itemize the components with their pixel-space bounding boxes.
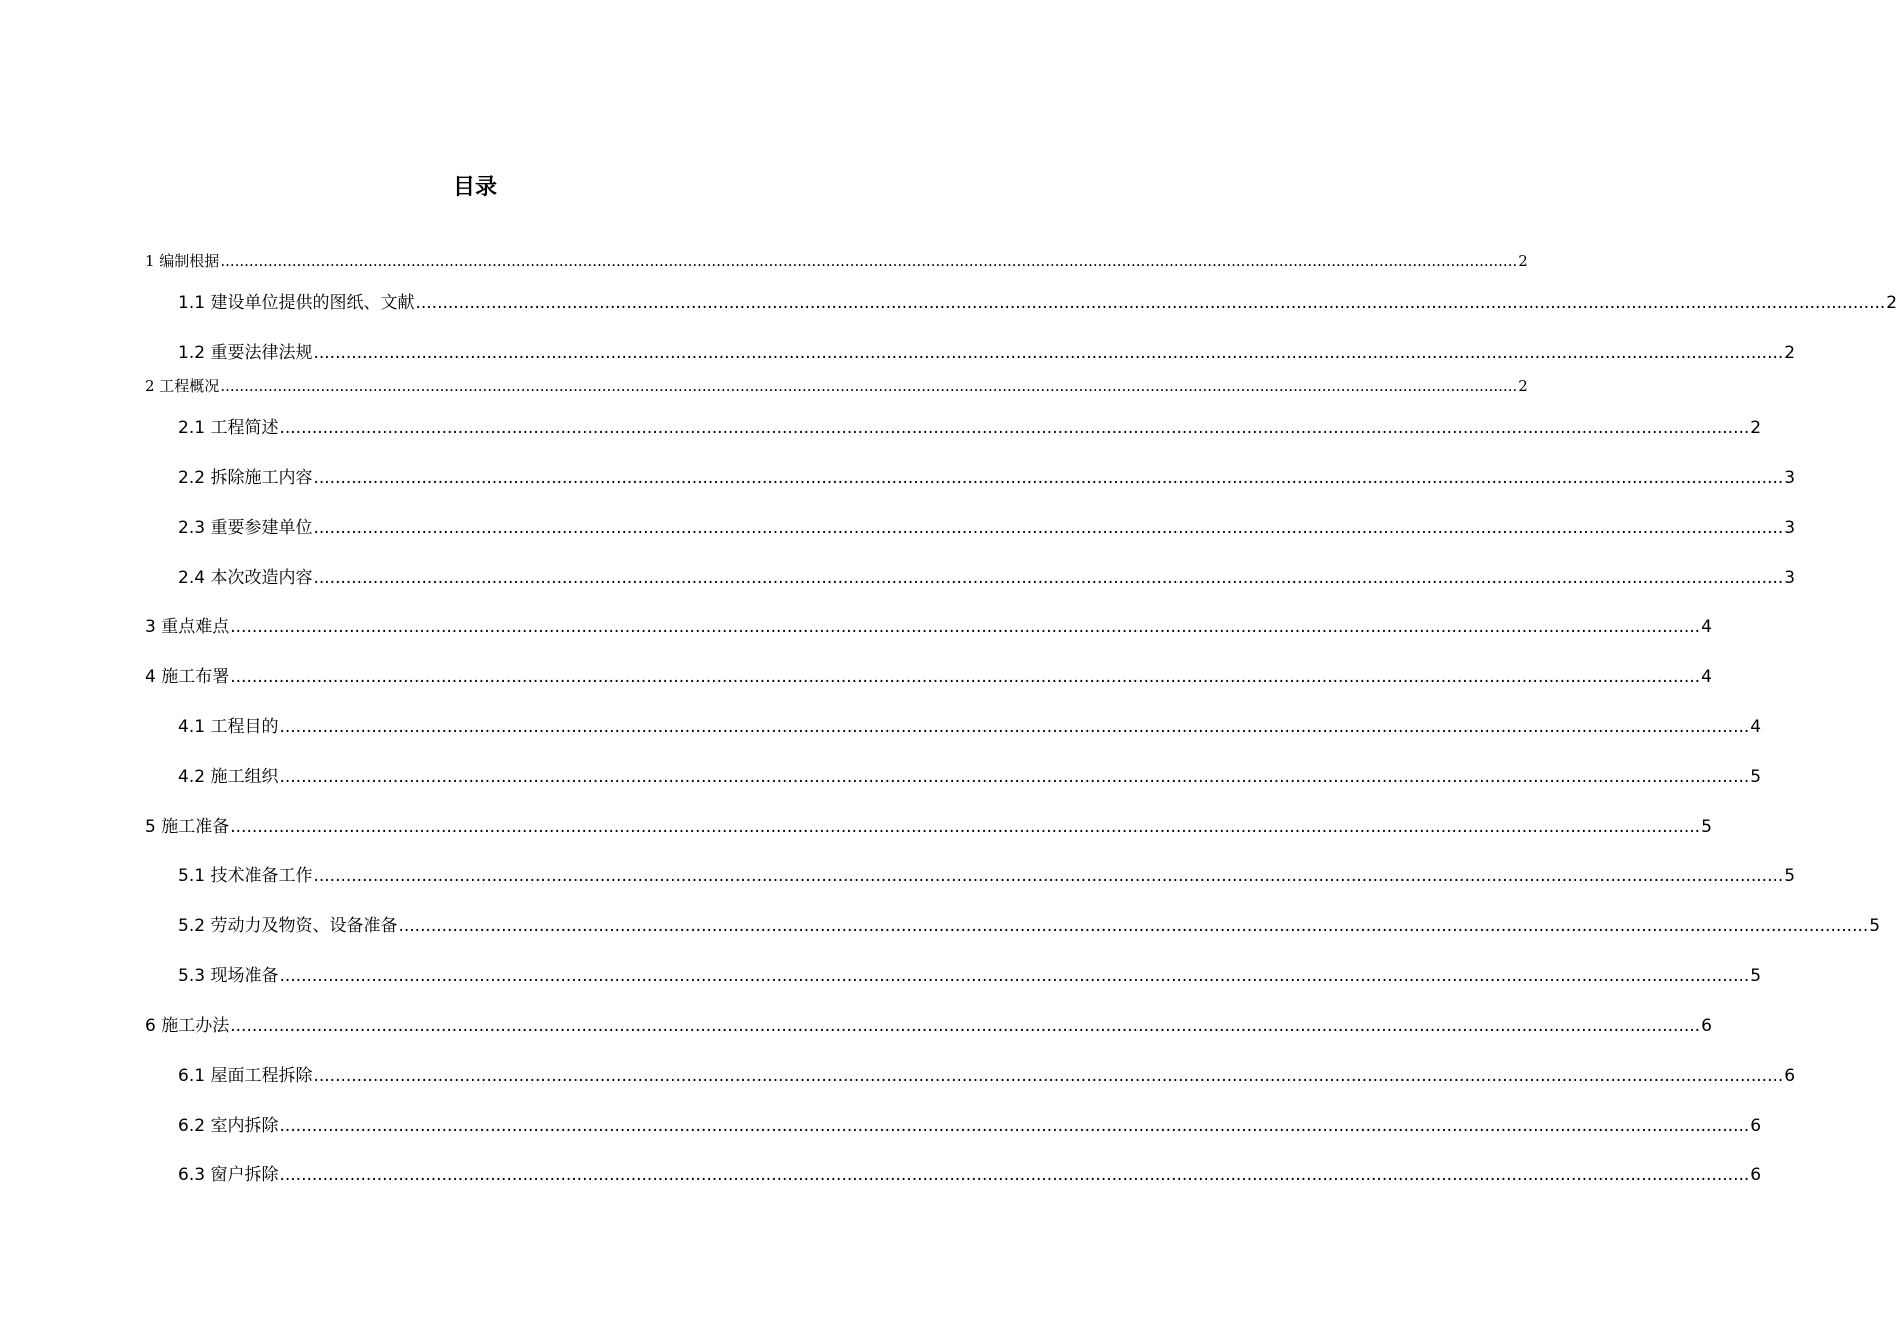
toc-entry-label: 6.1 屋面工程拆除 <box>178 1066 313 1086</box>
dot-leader: ................................................................................................................................................................................................................................................................................ <box>313 343 1784 363</box>
toc-entry[interactable] <box>145 250 1528 271</box>
toc-entry[interactable] <box>178 513 1796 538</box>
dot-leader: ................................................................................................................................................................................................................................................................................ <box>313 1066 1784 1086</box>
toc-entry[interactable] <box>178 712 1762 737</box>
toc-entry[interactable] <box>178 762 1762 787</box>
dot-leader: ................................................................................................................................................................................................................................................................................ <box>279 418 1750 438</box>
toc-entry-label: 2.4 本次改造内容 <box>178 568 313 588</box>
toc-entry-label: 2.2 拆除施工内容 <box>178 468 313 488</box>
toc-entry-label: 6 施工办法 <box>145 1016 230 1036</box>
toc-entry-page: 4 <box>1701 617 1712 637</box>
toc-entry[interactable] <box>178 1061 1796 1086</box>
dot-leader: ................................................................................................................................................................................................................................................................................ <box>230 1016 1701 1036</box>
toc-entry[interactable] <box>178 338 1796 363</box>
toc-entry[interactable] <box>145 375 1528 396</box>
toc-entry-page: 5 <box>1701 817 1712 837</box>
toc-entry-label: 1.2 重要法律法规 <box>178 343 313 363</box>
dot-leader: ................................................................................................................................................................................................................................................................................ <box>279 1165 1750 1185</box>
toc-entry-label: 2 工程概况 <box>145 377 220 395</box>
toc-entry-page: 2 <box>1518 252 1528 270</box>
toc-entry[interactable] <box>145 1011 1712 1036</box>
toc-entry-page: 2 <box>1784 343 1796 363</box>
dot-leader: ................................................................................................................................................................................................................................................................................ <box>220 377 1518 395</box>
toc-entry-page: 4 <box>1701 667 1712 687</box>
toc-title: 目录 <box>452 175 497 200</box>
toc-entry[interactable] <box>145 612 1712 637</box>
dot-leader: ................................................................................................................................................................................................................................................................................ <box>279 966 1750 986</box>
toc-entry-label: 1 编制根据 <box>145 252 220 270</box>
toc-entry-page: 5 <box>1784 866 1796 886</box>
dot-leader: ................................................................................................................................................................................................................................................................................ <box>279 767 1750 787</box>
toc-entry-page: 3 <box>1784 568 1796 588</box>
toc-entry-page: 5 <box>1750 767 1762 787</box>
toc-entry-label: 5.1 技术准备工作 <box>178 866 313 886</box>
dot-leader: ................................................................................................................................................................................................................................................................................ <box>415 293 1886 313</box>
toc-entry-page: 6 <box>1750 1116 1762 1136</box>
toc-entry-page: 4 <box>1750 717 1762 737</box>
toc-entry-page: 3 <box>1784 518 1796 538</box>
toc-entry-page: 2 <box>1886 293 1897 313</box>
toc-entry-label: 4 施工布署 <box>145 667 230 687</box>
dot-leader: ................................................................................................................................................................................................................................................................................ <box>279 1116 1750 1136</box>
dot-leader: ................................................................................................................................................................................................................................................................................ <box>313 468 1784 488</box>
dot-leader: ................................................................................................................................................................................................................................................................................ <box>230 667 1701 687</box>
dot-leader: ................................................................................................................................................................................................................................................................................ <box>313 568 1784 588</box>
toc-entry[interactable] <box>178 911 1881 936</box>
dot-leader: ................................................................................................................................................................................................................................................................................ <box>398 916 1869 936</box>
toc-entry[interactable] <box>178 288 1897 313</box>
toc-entry-label: 6.3 窗户拆除 <box>178 1165 279 1185</box>
toc-entry[interactable] <box>178 1111 1762 1136</box>
dot-leader: ................................................................................................................................................................................................................................................................................ <box>230 617 1701 637</box>
toc-entry[interactable] <box>178 413 1762 438</box>
toc-entry-label: 2.3 重要参建单位 <box>178 518 313 538</box>
dot-leader: ................................................................................................................................................................................................................................................................................ <box>313 866 1784 886</box>
toc-entry-label: 2.1 工程简述 <box>178 418 279 438</box>
toc-entry-label: 5.2 劳动力及物资、设备准备 <box>178 916 398 936</box>
toc-entry-page: 6 <box>1784 1066 1796 1086</box>
toc-entry[interactable] <box>178 563 1796 588</box>
toc-entry-label: 4.1 工程目的 <box>178 717 279 737</box>
toc-entry[interactable] <box>178 1160 1762 1185</box>
dot-leader: ................................................................................................................................................................................................................................................................................ <box>220 252 1518 270</box>
toc-entry-page: 5 <box>1750 966 1762 986</box>
toc-entry-label: 3 重点难点 <box>145 617 230 637</box>
toc-entry-label: 5 施工准备 <box>145 817 230 837</box>
toc-entry-page: 6 <box>1701 1016 1712 1036</box>
toc-entry-label: 5.3 现场准备 <box>178 966 279 986</box>
toc-entry[interactable] <box>145 662 1712 687</box>
dot-leader: ................................................................................................................................................................................................................................................................................ <box>279 717 1750 737</box>
toc-entry[interactable] <box>178 961 1762 986</box>
toc-entry-page: 5 <box>1869 916 1881 936</box>
dot-leader: ................................................................................................................................................................................................................................................................................ <box>313 518 1784 538</box>
toc-entry-page: 3 <box>1784 468 1796 488</box>
toc-entry-label: 1.1 建设单位提供的图纸、文献 <box>178 293 415 313</box>
toc-entry-label: 6.2 室内拆除 <box>178 1116 279 1136</box>
toc-entry[interactable] <box>145 812 1712 837</box>
toc-entry-page: 6 <box>1750 1165 1762 1185</box>
toc-entry[interactable] <box>178 463 1796 488</box>
toc-entry-label: 4.2 施工组织 <box>178 767 279 787</box>
toc-entry-page: 2 <box>1750 418 1762 438</box>
toc-entry[interactable] <box>178 861 1796 886</box>
dot-leader: ................................................................................................................................................................................................................................................................................ <box>230 817 1701 837</box>
toc-entry-page: 2 <box>1518 377 1528 395</box>
